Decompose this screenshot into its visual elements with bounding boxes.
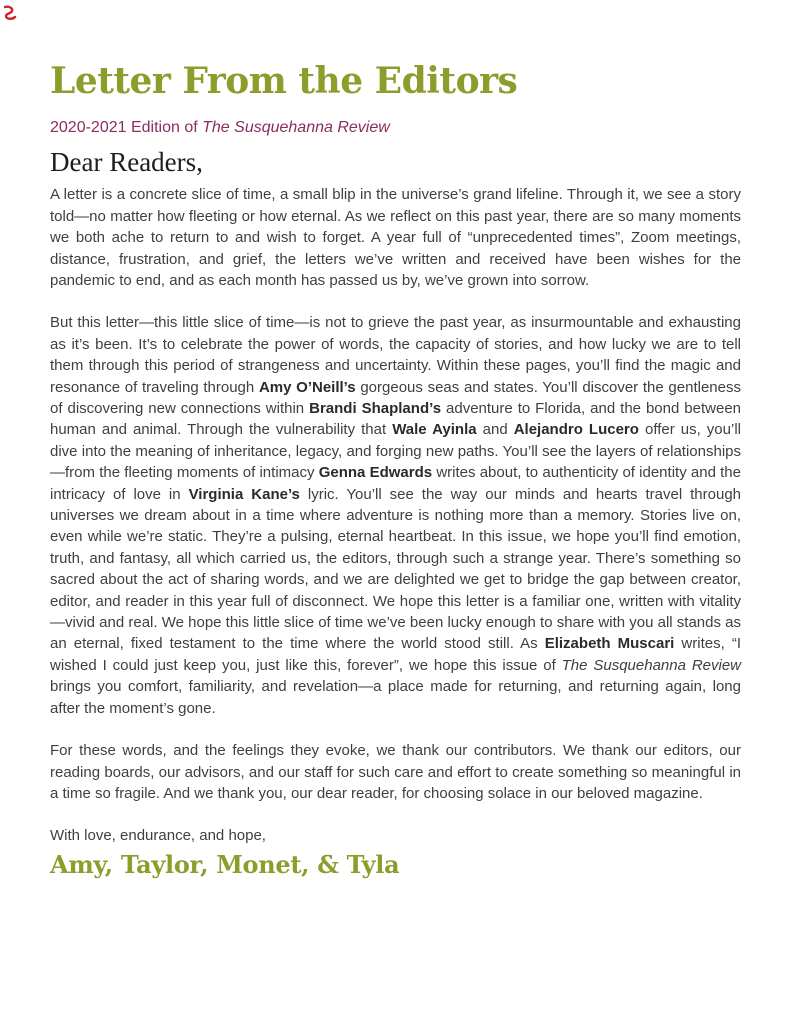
edition-subtitle xyxy=(50,118,741,137)
paragraph-2 xyxy=(50,312,741,719)
contributor-name: Amy O’Neill’s xyxy=(258,378,356,396)
red-scribble-mark xyxy=(3,5,17,22)
text-segment: offer us, you’ll dive into the meaning of inheritance, legacy, and forging new paths. You’ll see the layers of relationships—from the fleeting moments of intimacy xyxy=(50,421,741,482)
text-segment: A letter is a concrete slice of time, a small blip in the universe’s grand lifeline. Through it, we see a story told—no matter how fleeting or how eternal. As we reflect on this past year, there are so many moments we both ache to return to and wish to forget. A year full of “unprecedented times”, Zoom meetings, distance, frustration, and grief, the letters we’ve written and received have been wishes for the pandemic to end, and as each month has passed us by, we’ve grown into sorrow. xyxy=(50,186,741,289)
text-segment: But this letter—this little slice of time—is not to grieve the past year, as insurmountable and exhausting as it’s been. It’s to celebrate the power of words, the capacity of stories, and how lucky we are to tell them through this period of strangeness and uncertainty. Within these pages, you’ll find the magic and resonance of traveling through xyxy=(50,314,741,396)
text-segment: For these words, and the feelings they evoke, we thank our contributors. We thank our editors, our reading boards, our advisors, and our staff for such care and effort to create something so meaningful in a time so fragile. And we thank you, our dear reader, for choosing solace in our beloved magazine. xyxy=(50,742,741,802)
paragraph-1 xyxy=(50,184,741,291)
letter-content xyxy=(50,0,741,880)
signature: Amy, Taylor, Monet, & Tyla xyxy=(50,849,400,879)
salutation: Dear Readers, xyxy=(50,146,203,177)
magazine-name-inline: The Susquehanna Review xyxy=(561,656,741,674)
contributor-name: Virginia Kane’s xyxy=(188,485,300,503)
contributor-name: Genna Edwards xyxy=(318,464,433,482)
closing-line: With love, endurance, and hope, xyxy=(50,827,266,845)
contributor-name: Elizabeth Muscari xyxy=(544,635,675,653)
text-segment: writes about, to authenticity of identity and the intricacy of love in xyxy=(50,464,741,503)
edition-prefix: 2020-2021 Edition of xyxy=(50,119,203,137)
paragraph-3 xyxy=(50,740,741,804)
magazine-name: The Susquehanna Review xyxy=(202,119,390,137)
text-segment: and xyxy=(476,421,514,439)
text-segment: adventure to Florida, and the bond between human and animal. Through the vulnerability that xyxy=(50,400,742,439)
contributor-name: Alejandro Lucero xyxy=(513,421,639,439)
text-segment: gorgeous seas and states. You’ll discover the gentleness of discovering new connections within xyxy=(50,378,741,417)
contributor-name: Wale Ayinla xyxy=(392,421,477,439)
contributor-name: Brandi Shapland’s xyxy=(309,400,442,417)
text-segment: writes, “I wished I could just keep you, just like this, forever”, we hope this issue of xyxy=(50,635,741,674)
page-title: Letter From the Editors xyxy=(50,60,518,102)
text-segment: lyric. You’ll see the way our minds and hearts travel through universes we dream about in a time where adventure is nothing more than a memory. Stories live on, even while we’re static. They’re a pulsing, eternal heartbeat. In this issue, we hope you’ll find emotion, truth, and fantasy, all which carried us, the editors, through such a strange year. There’s something so sacred about the act of sharing words, and we are delighted we get to bridge the gap between creator, editor, and reader in this year full of disconnect. We hope this letter is a familiar one, written with vitality—vivid and real. We hope this little slice of time we’ve been lucky enough to share with you all stands as an eternal, fixed testament to the time where the world stood still. As xyxy=(50,485,742,653)
text-segment: brings you comfort, familiarity, and revelation—a place made for returning, and returning again, long after the moment’s gone. xyxy=(50,678,741,717)
